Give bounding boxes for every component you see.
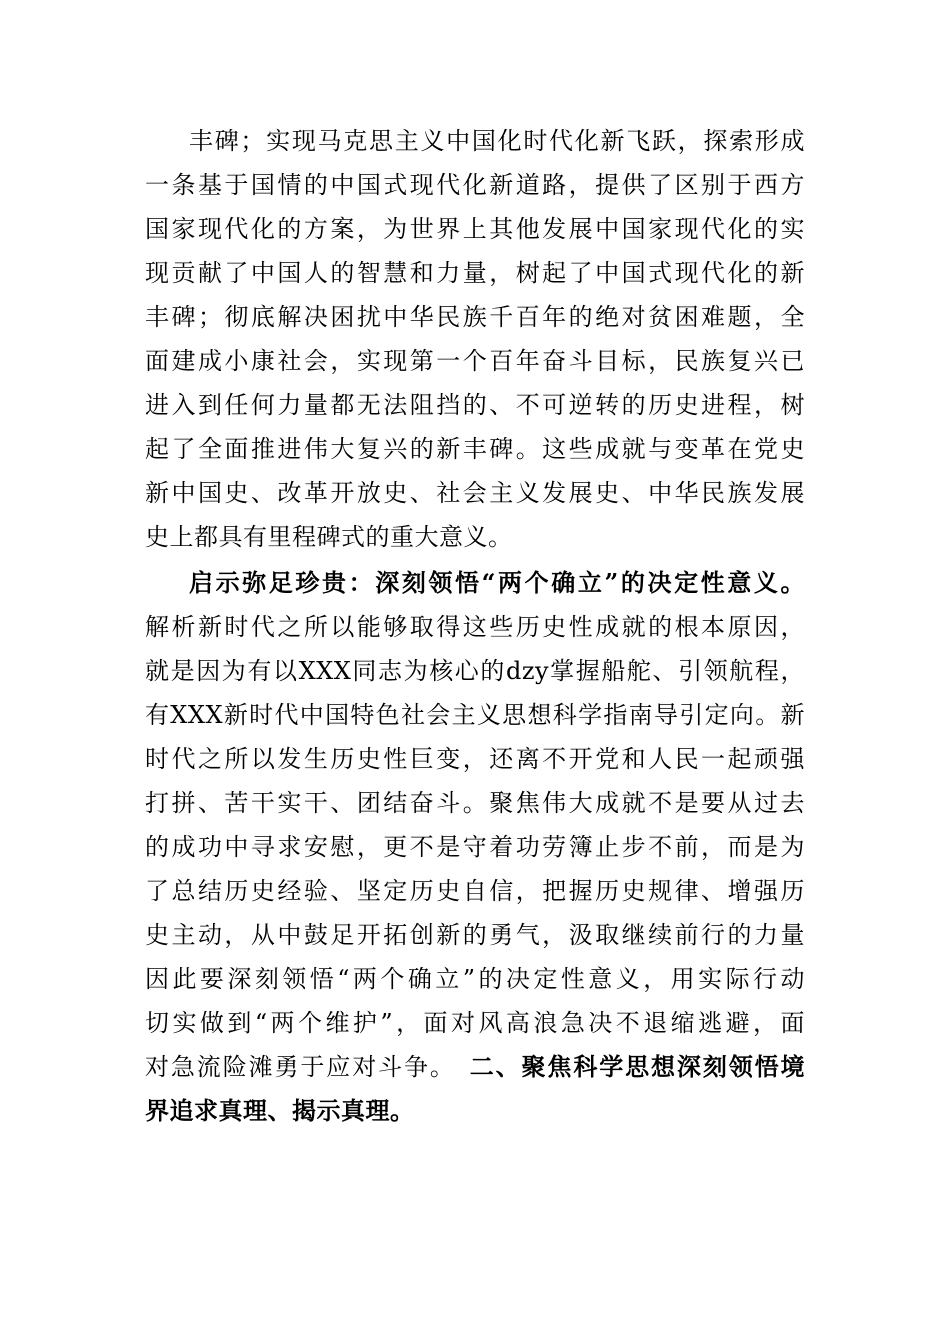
text-line: 的成功中寻求安慰，更不是守着功劳簿止步不前，而是为 <box>145 833 805 861</box>
text-line: 现贡献了中国人的智慧和力量，树起了中国式现代化的新 <box>145 259 805 287</box>
closing-sentence: 对急流险滩勇于应对斗争。 <box>145 1053 444 1081</box>
text-line: 打拼、苦干实干、团结奋斗。聚焦伟大成就不是要从过去 <box>145 789 805 817</box>
text-line: 时代之所以发生历史性巨变，还离不开党和人民一起顽强 <box>145 745 805 773</box>
text-line: 了总结历史经验、坚定历史自信，把握历史规律、增强历 <box>145 877 805 905</box>
text-line: 切实做到“两个维护”，面对风高浪急决不退缩逃避，面 <box>145 1009 805 1037</box>
section-heading: 启示弥足珍贵：深刻领悟“两个确立”的决定性意义。 <box>189 568 805 597</box>
paragraph-achievements <box>145 119 805 559</box>
section-two-heading: 二、聚焦科学思想深刻领悟境 <box>469 1052 806 1081</box>
text-line: 有XXX新时代中国特色社会主义思想科学指南导引定向。新 <box>145 701 805 729</box>
text-line: 新中国史、改革开放史、社会主义发展史、中华民族发展 <box>145 479 805 507</box>
text-line: 史主动，从中鼓足开拓创新的勇气，汲取继续前行的力量 <box>145 921 805 949</box>
text-line: 面建成小康社会，实现第一个百年奋斗目标，民族复兴已 <box>145 347 805 375</box>
text-line: 史上都具有里程碑式的重大意义。 <box>145 523 513 551</box>
text-line: 因此要深刻领悟“两个确立”的决定性意义，用实际行动 <box>145 965 805 993</box>
text-line-mixed <box>145 1045 805 1089</box>
text-line: 就是因为有以XXX同志为核心的dzy掌握船舵、引领航程， <box>145 657 805 685</box>
text-line: 解析新时代之所以能够取得这些历史性成就的根本原因， <box>145 613 805 641</box>
text-line: 国家现代化的方案，为世界上其他发展中国家现代化的实 <box>145 215 805 243</box>
text-line: 起了全面推进伟大复兴的新丰碑。这些成就与变革在党史 <box>145 435 805 463</box>
text-line: 一条基于国情的中国式现代化新道路，提供了区别于西方 <box>145 171 805 199</box>
paragraph-inspiration <box>145 561 805 1133</box>
text-line: 进入到任何力量都无法阻挡的、不可逆转的历史进程，树 <box>145 391 805 419</box>
text-line: 丰碑；实现马克思主义中国化时代化新飞跃，探索形成 <box>189 127 805 155</box>
text-line: 丰碑；彻底解决困扰中华民族千百年的绝对贫困难题，全 <box>145 303 805 331</box>
section-two-heading-continued: 界追求真理、揭示真理。 <box>145 1096 415 1125</box>
